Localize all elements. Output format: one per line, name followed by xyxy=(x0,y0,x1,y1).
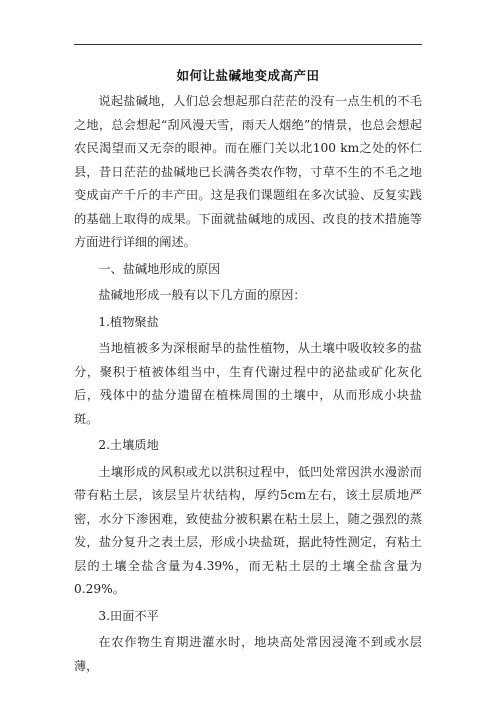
subheading-soil-texture: 2.土壤质地 xyxy=(98,438,159,452)
paragraph-uneven-field: 在农作物生育期进灌水时，地块高处常因浸淹不到或水层薄， xyxy=(74,635,422,673)
paragraph-soil-texture: 土壤形成的风积或尤以洪积过程中，低凹处常因洪水漫淤而带有粘土层，该层呈片状结构，厚约5cm左右，该土层质地严密，水分下渗困难，致使盐分被积累在粘土层上，随之强烈的蒸发，盐分复升之表土层，形成小块盐斑，据此特性测定，有粘土层的土壤全盐含量为4.39%，而无粘土层的土壤全盐含量为0.29%。 xyxy=(74,464,422,596)
document-title: 如何让盐碱地变成高产田 xyxy=(176,68,320,83)
paragraph-intro: 说起盐碱地，人们总会想起那白茫茫的没有一点生机的不毛之地，总会想起“刮风漫天雪，雨天人烟绝”的情景，也总会想起农民渴望而又无奈的眼神。而在雁门关以北100 km之处的怀仁县，昔日茫茫的盐碱地已长满各类农作物，寸草不生的不毛之地变成亩产千斤的丰产田。这是我们课题组在多次试验、反复实践的基础上取得的成果。下面就盐碱地的成因、改良的技术措施等方面进行详细的阐述。 xyxy=(74,94,422,249)
header-rule xyxy=(74,44,422,45)
subheading-plant-salt: 1.植物聚盐 xyxy=(98,314,159,329)
section-heading-causes: 一、盐碱地形成的原因 xyxy=(98,261,221,276)
subheading-uneven-field: 3.田面不平 xyxy=(98,608,159,623)
paragraph-causes-lead: 盐碱地形成一般有以下几方面的原因： xyxy=(98,288,306,302)
document-body xyxy=(74,90,422,678)
paragraph-plant-salt: 当地植被多为深根耐旱的盐性植物，从土壤中吸收较多的盐分，聚积于植被体组当中，生育代谢过程中的泌盐或矿化灰化后，残体中的盐分遗留在植株周围的土壤中，从而形成小块盐斑。 xyxy=(74,341,422,426)
